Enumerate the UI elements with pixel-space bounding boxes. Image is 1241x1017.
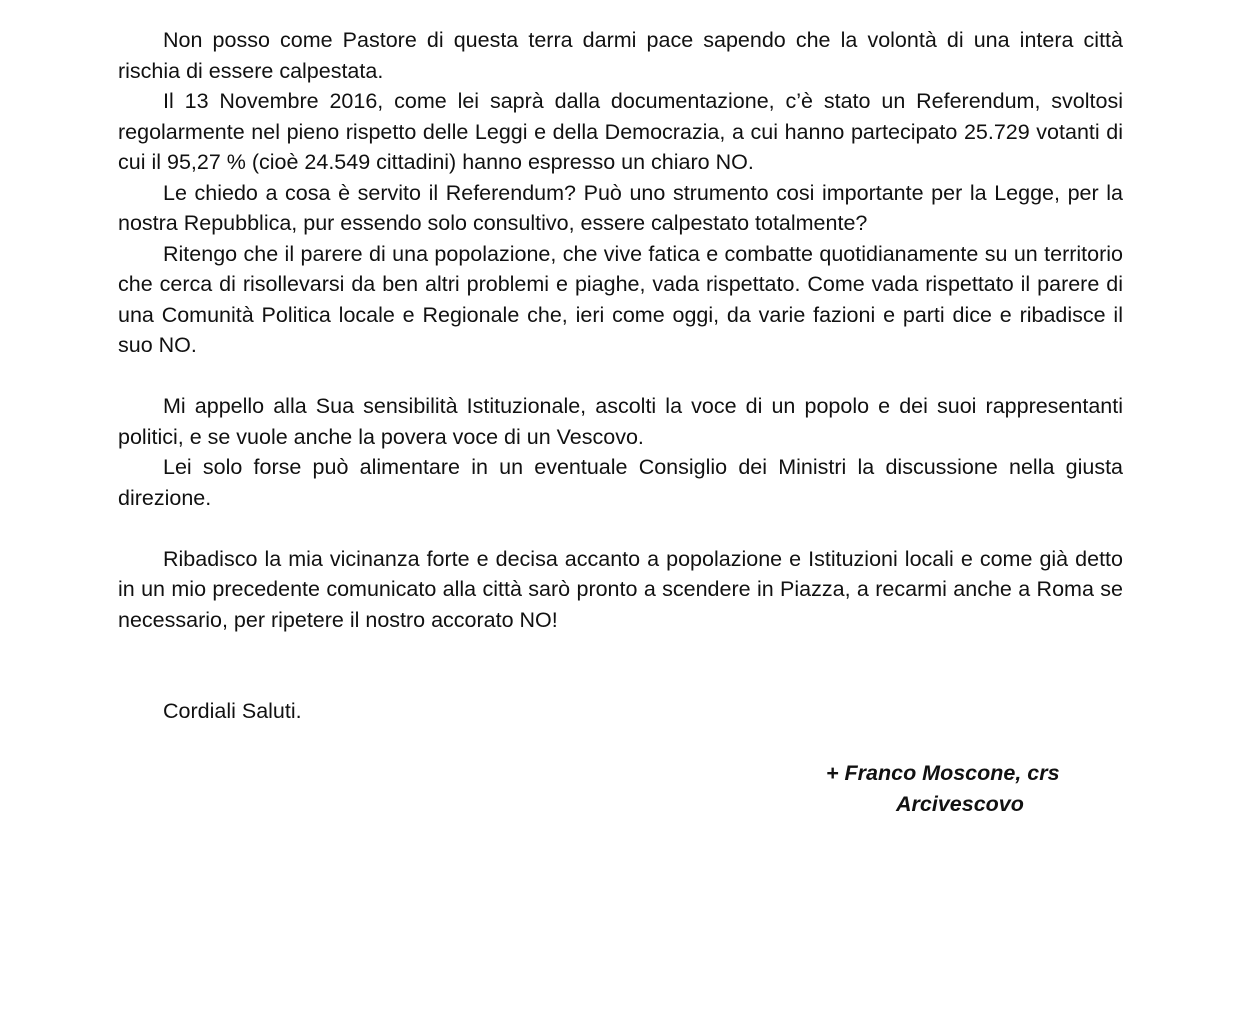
paragraph-spacer (118, 635, 1123, 696)
paragraph-parere: Ritengo che il parere di una popolazione, che vive fatica e combatte quotidianamente su un territorio che cerca di risollevarsi da ben altri problemi e piaghe, vada rispettato. Come vada rispettato il parere di una Comunità Politica locale e Regionale che, ieri come oggi, da varie fazioni e parti dice e ribadisce il suo NO. (118, 241, 1123, 357)
paragraph-pastore: Non posso come Pastore di questa terra darmi pace sapendo che la volontà di una intera città rischia di essere calpestata. (118, 28, 1123, 83)
paragraph-referendum: Il 13 Novembre 2016, come lei saprà dalla documentazione, c’è stato un Referendum, svoltosi regolarmente nel pieno rispetto delle Leggi e della Democrazia, a cui hanno partecipato 25.729 votanti di cui il 95,27 % (cioè 24.549 cittadini) hanno espresso un chiaro NO. (118, 89, 1123, 174)
signature-block (826, 758, 1060, 820)
letter-body (118, 25, 1123, 727)
paragraph-consiglio: Lei solo forse può alimentare in un eventuale Consiglio dei Ministri la discussione nella giusta direzione. (118, 455, 1123, 510)
paragraph-spacer (118, 513, 1123, 544)
signature-name: + Franco Moscone, crs (826, 761, 1060, 785)
closing-salutation: Cordiali Saluti. (163, 699, 302, 723)
paragraph-spacer (118, 361, 1123, 392)
paragraph-vicinanza: Ribadisco la mia vicinanza forte e decisa accanto a popolazione e Istituzioni locali e come già detto in un mio precedente comunicato alla città sarò pronto a scendere in Piazza, a recarmi anche a Roma se necessario, per ripetere il nostro accorato NO! (118, 546, 1123, 632)
paragraph-question: Le chiedo a cosa è servito il Referendum? Può uno strumento cosi importante per la Legge, per la nostra Repubblica, pur essendo solo consultivo, essere calpestato totalmente? (118, 180, 1123, 235)
signature-title: Arcivescovo (896, 792, 1024, 816)
paragraph-appello: Mi appello alla Sua sensibilità Istituzionale, ascolti la voce di un popolo e dei suoi rappresentanti politici, e se vuole anche la povera voce di un Vescovo. (118, 394, 1123, 449)
